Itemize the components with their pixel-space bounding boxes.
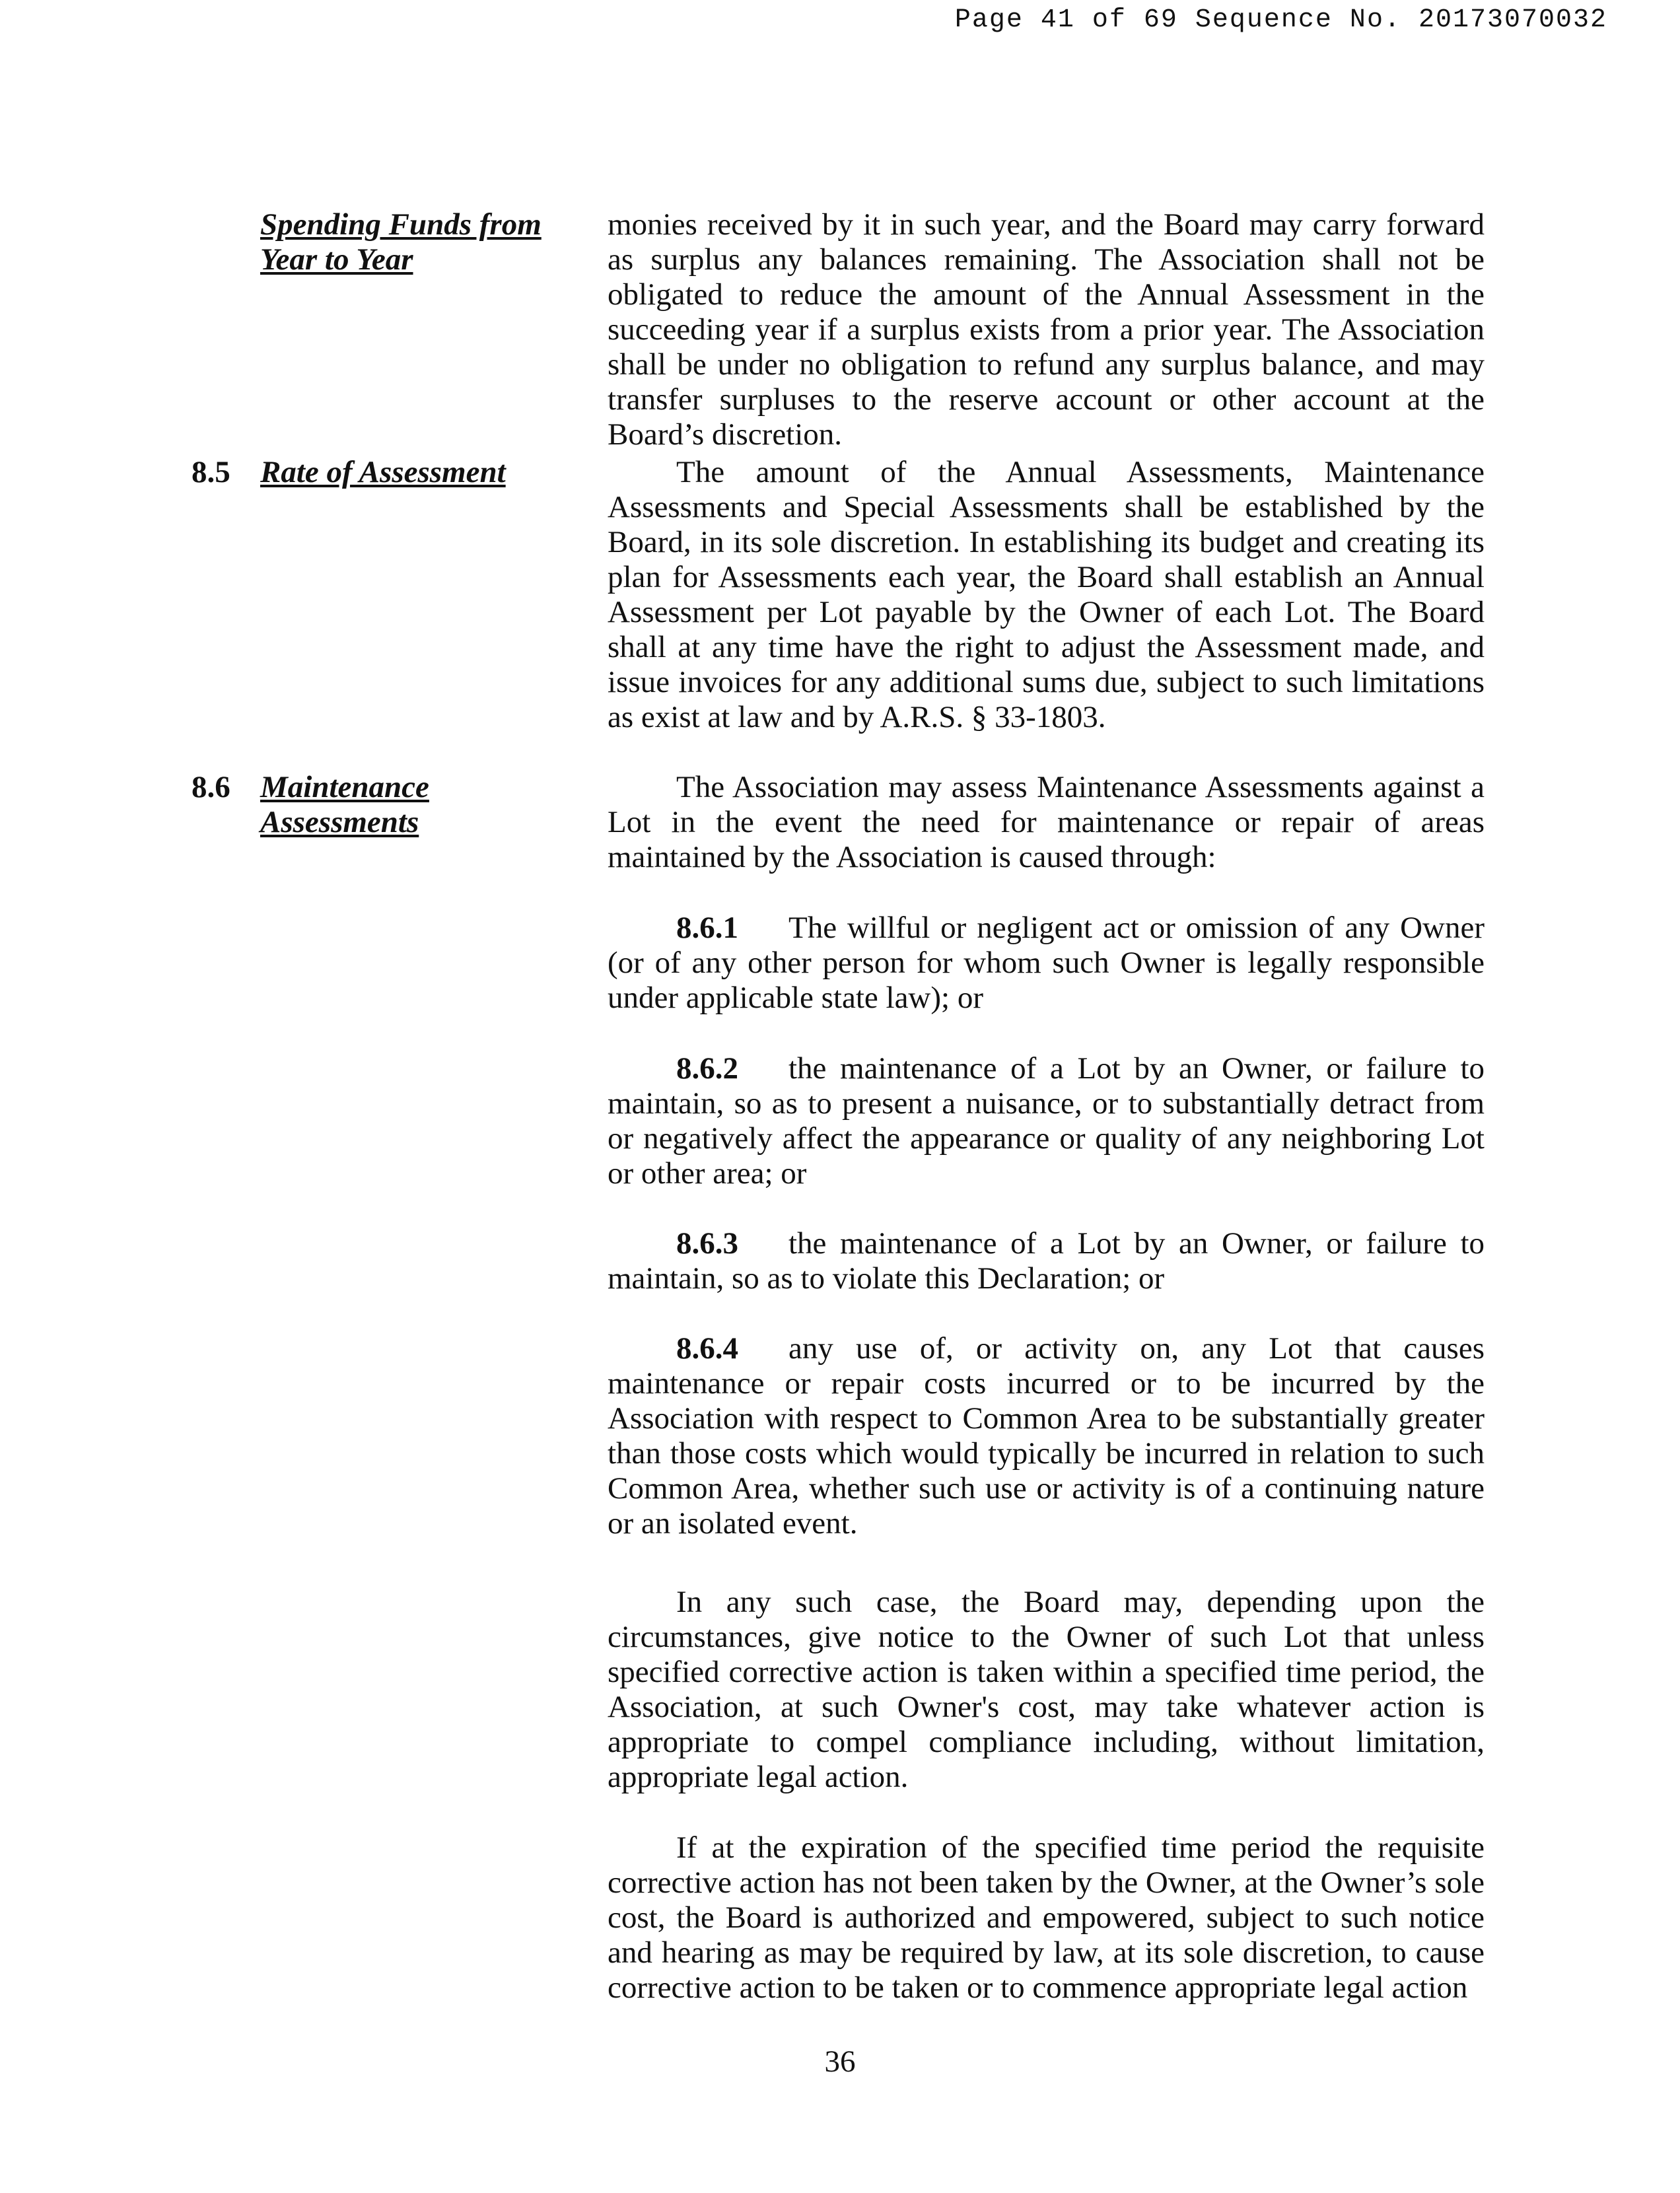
section-spending-funds-body [608,207,1485,452]
heading-spending-funds-title-line2: Year to Year [260,242,413,277]
heading-rate-of-assessment-title-text: Rate of Assessment [260,455,506,489]
maintenance-expiration-paragraph: If at the expiration of the specified time period the requisite corrective action has not been taken by the Owner, at the Owner’s sole cost, the Board is authorized and empowered, subject to such notice and hearing as may be required by law, at its sole discretion, to cause corrective action to be taken or to commence appropriate legal action [608,1830,1485,2005]
heading-maintenance-title-line1: Maintenance [260,770,429,804]
subsection-8-6-2-number: 8.6.2 [676,1051,738,1086]
heading-maintenance-assessments-title [260,770,429,840]
subsection-8-6-4-paragraph [608,1331,1485,1541]
maintenance-intro-paragraph: The Association may assess Maintenance Assessments against a Lot in the event the need for maintenance or repair of areas maintained by the Association is caused through: [608,770,1485,874]
subsection-8-6-4-text: any use of, or activity on, any Lot that causes maintenance or repair costs incurred or to be incurred by the Association with respect to Common Area to be substantially greater than those costs which would typically be incurred in relation to such Common Area, whether such use or activity is of a continuing nature or an isolated event. [608,1331,1485,1541]
heading-rate-of-assessment-title [260,455,506,490]
subsection-8-6-1-text: The willful or negligent act or omission of any Owner (or of any other person for whom such Owner is legally responsible under applicable state law); or [608,911,1485,1015]
page-header: Page 41 of 69 Sequence No. 20173070032 [954,5,1607,35]
spending-funds-paragraph: monies received by it in such year, and the Board may carry forward as surplus any balances remaining. The Association shall not be obligated to reduce the amount of the Annual Assessment in the succeeding year if a surplus exists from a prior year. The Association shall be under no obligation to refund any surplus balance, and may transfer surpluses to the reserve account or other account at the Board’s discretion. [608,207,1485,452]
maintenance-notice-paragraph: In any such case, the Board may, depending upon the circumstances, give notice to the Owner of such Lot that unless specified corrective action is taken within a specified time period, the Association, at such Owner's cost, may take whatever action is appropriate to compel compliance including, without limitation, appropriate legal action. [608,1585,1485,1794]
subsection-8-6-3-paragraph [608,1226,1485,1296]
heading-spending-funds-title-line1: Spending Funds from [260,207,542,242]
heading-spending-funds-title [260,207,542,277]
section-number-8-6: 8.6 [192,770,230,804]
subsection-8-6-3-number: 8.6.3 [676,1226,738,1261]
subsection-8-6-2-text: the maintenance of a Lot by an Owner, or failure to maintain, so as to present a nuisance, or to substantially detract from or negatively affect the appearance or quality of any neighboring Lot or other area; or [608,1051,1485,1191]
maintenance-intro-block [608,770,1485,875]
subsection-8-6-1-number: 8.6.1 [676,911,738,945]
subsection-8-6-3 [608,1226,1485,1296]
rate-of-assessment-paragraph: The amount of the Annual Assessments, Maintenance Assessments and Special Assessments shall be established by the Board, in its sole discretion. In establishing its budget and creating its plan for Assessments each year, the Board shall establish an Annual Assessment per Lot payable by the Owner of each Lot. The Board shall at any time have the right to adjust the Assessment made, and issue invoices for any additional sums due, subject to such limitations as exist at law and by A.R.S. § 33-1803. [608,455,1485,734]
maintenance-notice-block [608,1585,1485,1795]
section-rate-of-assessment-body [608,455,1485,735]
subsection-8-6-2-paragraph [608,1051,1485,1191]
subsection-8-6-2 [608,1051,1485,1191]
subsection-8-6-1-paragraph [608,911,1485,1016]
subsection-8-6-4 [608,1331,1485,1541]
subsection-8-6-1 [608,911,1485,1016]
subsection-8-6-3-text: the maintenance of a Lot by an Owner, or failure to maintain, so as to violate this Declaration; or [608,1226,1485,1296]
maintenance-expiration-block [608,1830,1485,2005]
subsection-8-6-4-number: 8.6.4 [676,1331,738,1366]
page-number: 36 [824,2044,856,2079]
heading-maintenance-title-line2: Assessments [260,805,419,839]
section-number-8-5: 8.5 [192,455,230,489]
